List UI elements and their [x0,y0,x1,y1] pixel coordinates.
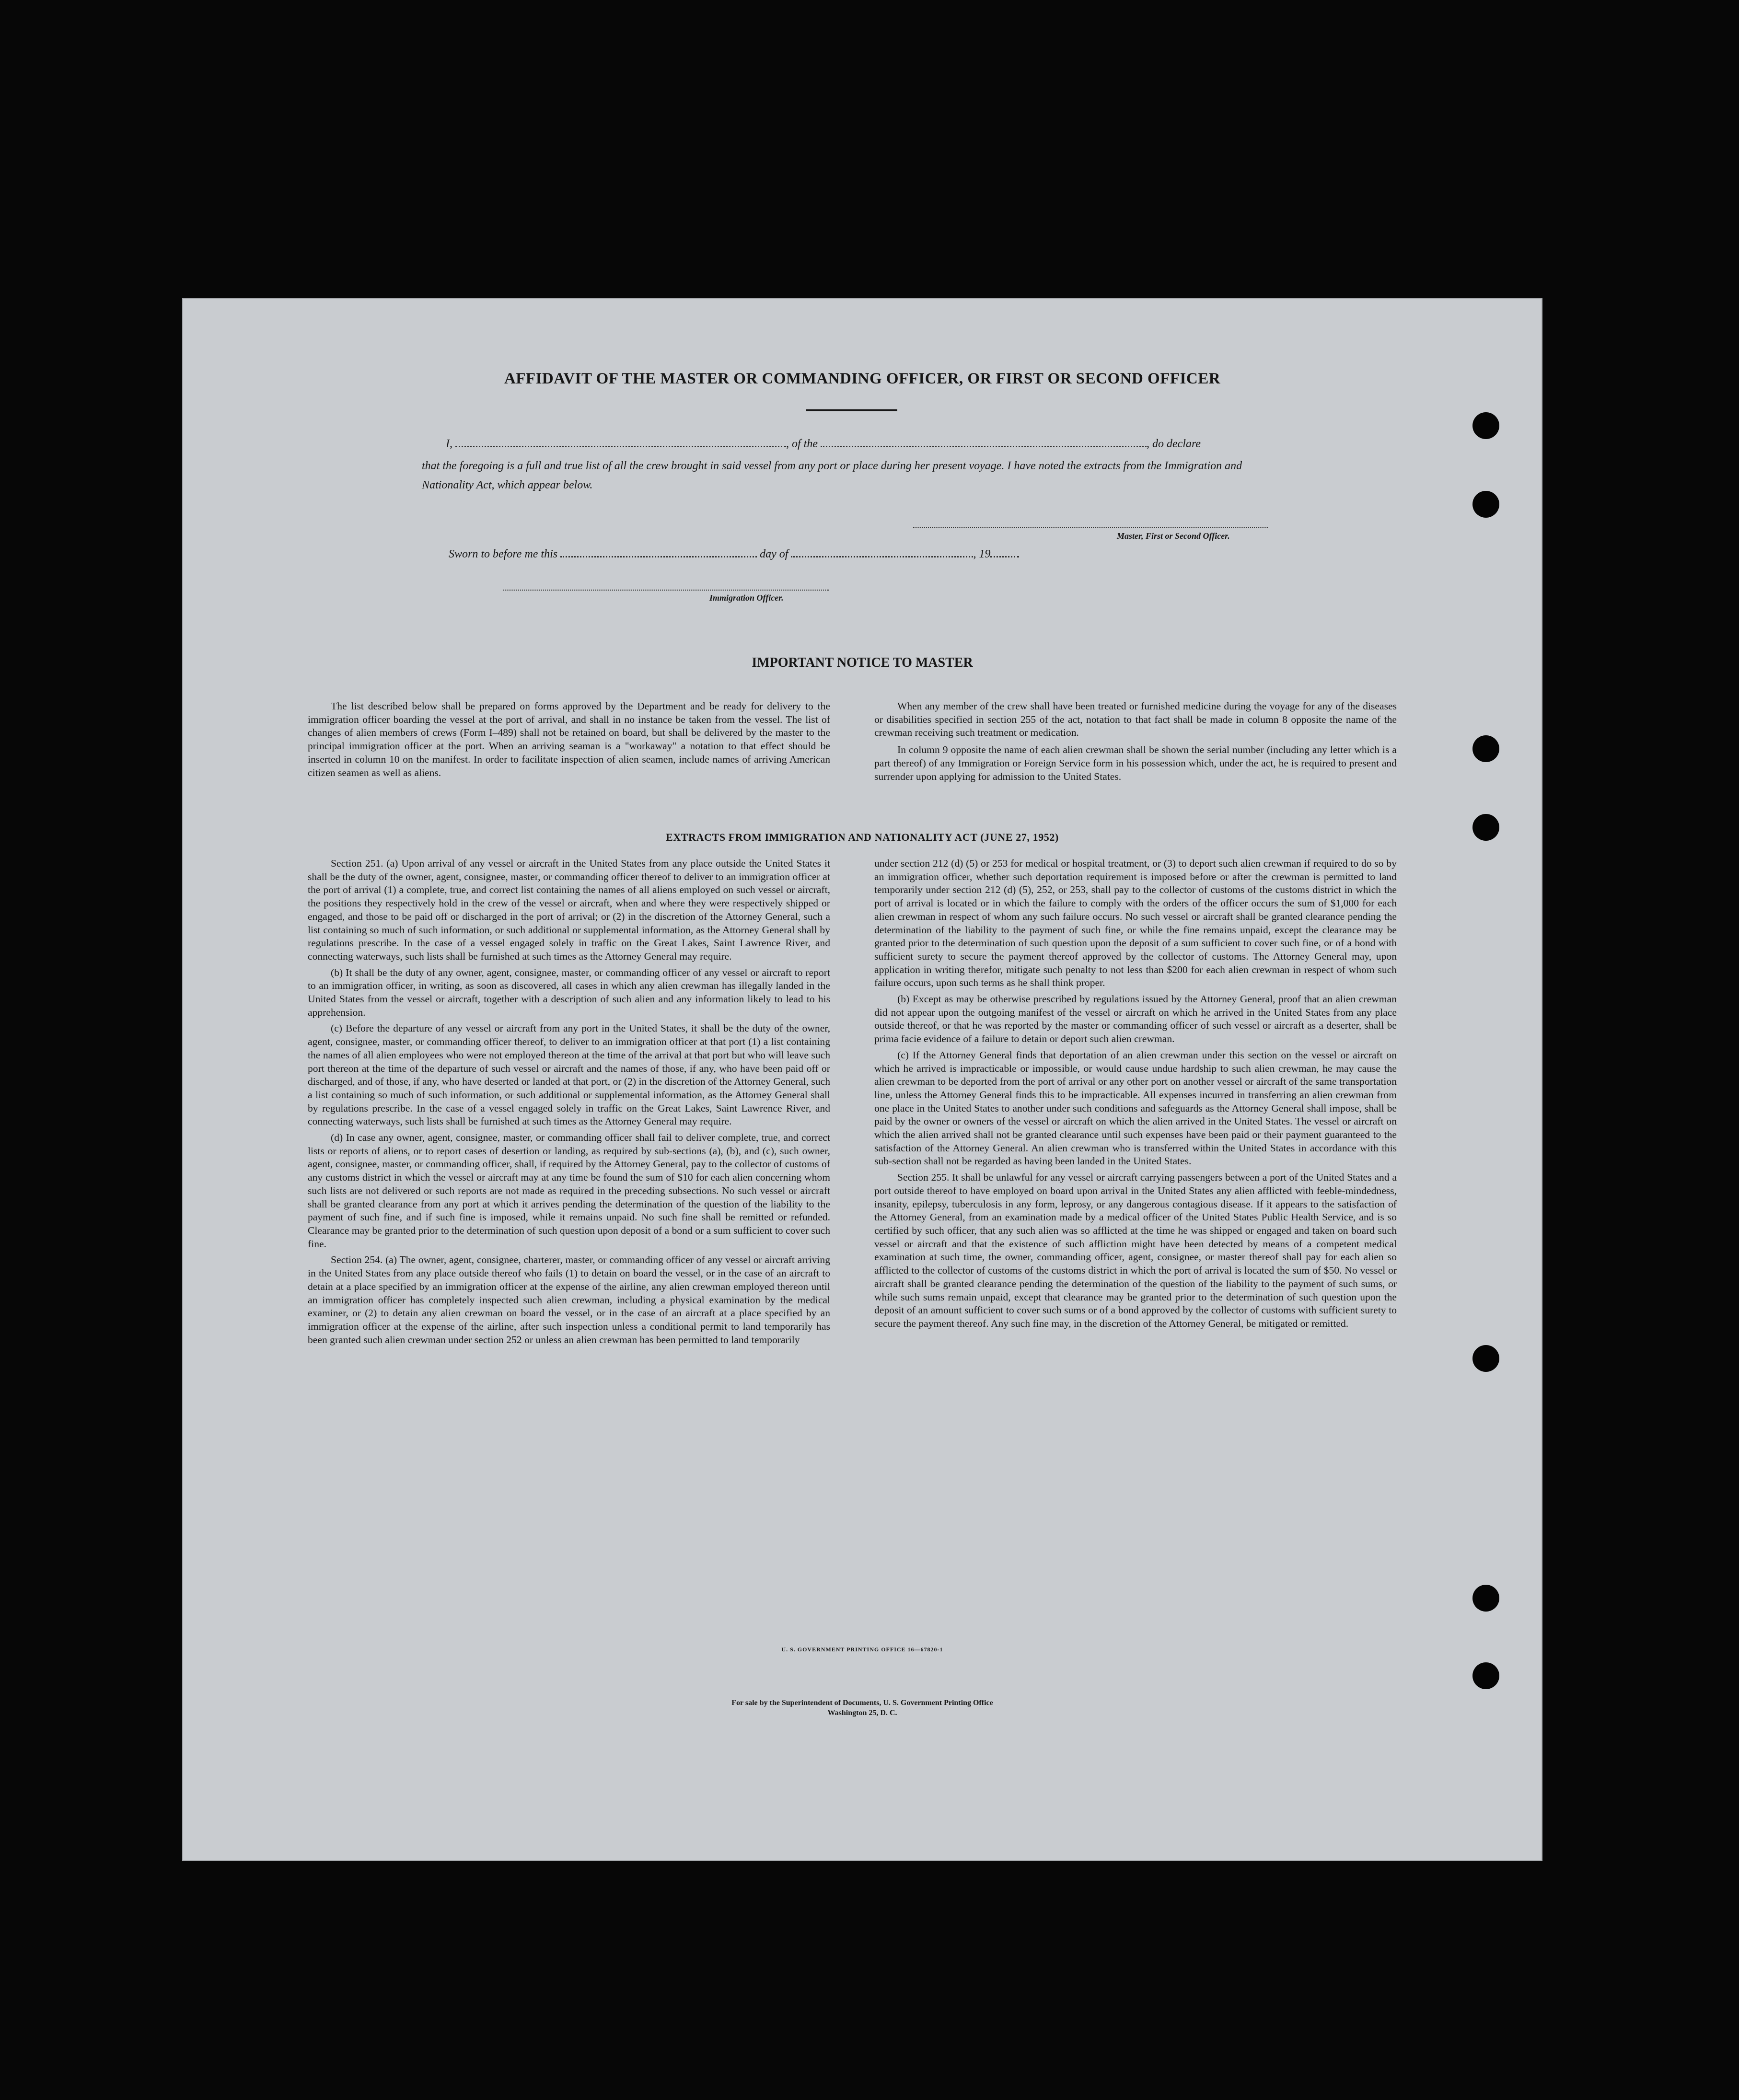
officer-signature-label: Immigration Officer. [709,593,784,603]
form-page [182,298,1542,1861]
section-paragraph: (c) If the Attorney General finds that deportation of an alien crewman under this section on the vessel or aircraft on which he arrived is impracticable or impossible, or would cause undue hardship to such alien crewman, he may cause the alien crewman to be deported from the port of arrival or any other port on another vessel or aircraft of the same transportation line, unless the Attorney General finds this to be impracticable. All expenses incurred in transferring an alien crewman from one place in the United States to another under such conditions and safeguards as the Attorney General shall impose, shall be paid by the owner or owners of the vessel or aircraft on which the alien arrived in the United States. The vessel or aircraft on which the alien arrived shall not be granted clearance until such expenses have been paid or their payment guaranteed to the satisfaction of the Attorney General. An alien crewman who is transferred within the United States in accordance with this sub-section shall not be regarded as having been landed in the United States. [874,1049,1397,1167]
sale-line-2: Washington 25, D. C. [827,1709,897,1717]
notice-paragraph: The list described below shall be prepared on forms approved by the Department and be ready for delivery to the immigration officer boarding the vessel at the port of arrival, and shall in no instance be taken from the vessel. The list of changes of alien members of crews (Form I–489) shall not be retained on board, but shall be delivered by the master to the principal immigration officer at the port. When an arriving seaman is a "workaway" a notation to that effect should be inserted in column 10 on the manifest. In order to facilitate inspection of alien seamen, include names of arriving American citizen seamen as well as aliens. [308,700,830,778]
year-prefix-label: , 19 [973,548,991,560]
officer-signature-line[interactable] [503,590,829,591]
punch-hole [1472,491,1499,518]
vessel-name-field[interactable] [821,437,1147,447]
notice-right-column [874,700,1397,784]
sale-line-1: For sale by the Superintendent of Documents, U. S. Government Printing Office [731,1699,993,1707]
declaration-text: that the foregoing is a full and true list of all the crew brought in said vessel from any port or place during her present voyage. I have noted the extracts from the Immigration and Nationality Act, which appear below. [422,460,1242,491]
master-name-field[interactable] [455,437,786,447]
section-paragraph: Section 251. (a) Upon arrival of any vessel or aircraft in the United States from any place outside the United States it shall be the duty of the owner, agent, consignee, master, or commanding officer thereof to deliver to an immigration officer at the port of arrival (1) a complete, true, and correct list containing the names of all aliens employed on such vessel or aircraft, the positions they respectively hold in the crew of the vessel or aircraft, when and where they were respectively shipped or engaged, and those to be paid off or discharged in the port of arrival; or (2) in the discretion of the Attorney General, such a list containing so much of such information, or such additional or supplemental information, as the Attorney General shall by regulations prescribe. In the case of a vessel engaged solely in traffic on the Great Lakes, Saint Lawrence River, and connecting waterways, such lists shall be furnished at such times as the Attorney General may require. [308,858,830,962]
sale-notice [182,1698,1542,1718]
title-rule [806,409,897,411]
affidavit-title: AFFIDAVIT OF THE MASTER OR COMMANDING OFFICER, OR FIRST OR SECOND OFFICER [504,370,1221,387]
section-paragraph: Section 255. It shall be unlawful for any vessel or aircraft carrying passengers between a port of the United States and a port outside thereof to have employed on board upon arrival in the United States any alien afflicted with feeble-mindedness, insanity, epilepsy, tuberculosis in any form, leprosy, or any dangerous contagious disease. If it appears to the satisfaction of the Attorney General, from an examination made by a medical officer of the United States Public Health Service, and is so certified by such officer, that any such alien was so afflicted at the time he was shipped or engaged and taken on board such vessel or aircraft and that the existence of such affliction might have been detected by means of a competent medical examination at such time, the owner, commanding officer, agent, consignee, or master thereof shall pay for each alien so afflicted to the collector of customs of the customs district in which the port of arrival is located the sum of $50. No vessel or aircraft shall be granted clearance pending the determination of the question of the liability to the payment of such sums, or while such sums remain unpaid, except that clearance may be granted prior to the determination of such question upon the deposit of an amount sufficient to cover such sums or of a bond approved by the collector of customs with sufficient surety to secure the payment thereof. Any such fine may, in the discretion of the Attorney General, be mitigated or remitted. [874,1172,1397,1329]
section-paragraph: under section 212 (d) (5) or 253 for medical or hospital treatment, or (3) to deport such alien crewman if required to do so by an immigration officer, whether such deportation requirement is imposed before or after the crewman is permitted to land temporarily under section 212 (d) (5), 252, or 253, shall pay to the collector of customs of the customs district in which the port of arrival is located or in which the failure to comply with the orders of the officer occurs the sum of $1,000 for each alien crewman in respect of whom any such failure occurs. No such vessel or aircraft shall be granted clearance pending the determination of the liability to the payment of such fine, or while the fine remains unpaid, except the clearance may be granted prior to the determination of such question upon the deposit of a sum sufficient to cover such fine, or of a bond with sufficient surety to secure the payment thereof approved by the collector of customs. The Attorney General may, upon application in writing therefor, mitigate such penalty to not less than $200 for each alien crewman in respect of whom such failure occurs, upon such terms as he shall think proper. [874,858,1397,989]
sworn-label: Sworn to before me this [449,548,558,560]
punch-hole [1472,412,1499,439]
punch-hole [1472,735,1499,762]
section-paragraph: (b) It shall be the duty of any owner, agent, consignee, master, or commanding officer of any vessel or aircraft to report to an immigration officer, in writing, as soon as discovered, all cases in which any alien crewman has illegally landed in the United States from the vessel or aircraft, together with a description of such alien and any information likely to lead to his apprehension. [308,966,830,1018]
i-label: I, [446,438,452,450]
notice-paragraph: When any member of the crew shall have been treated or furnished medicine during the voyage for any of the diseases or disabilities specified in section 255 of the act, notation to that fact shall be made in column 8 opposite the name of the crewman receiving such treatment or medication. [874,700,1397,739]
day-of-label: day of [760,548,788,560]
notice-left-column [308,700,830,780]
extracts-left-column [308,857,830,1347]
notice-paragraph: In column 9 opposite the name of each alien crewman shall be shown the serial number (including any letter which is a part thereof) of any Immigration or Foreign Service form in his possession which, under the act, he is required to present and surrender upon applying for admission to the United States. [874,744,1397,782]
punch-hole [1472,1662,1499,1689]
declaration-line [446,437,1201,451]
printing-office-imprint: U. S. GOVERNMENT PRINTING OFFICE 16—67820-1 [781,1646,943,1653]
master-signature-label: Master, First or Second Officer. [1117,531,1230,541]
master-signature-line[interactable] [913,527,1268,528]
section-paragraph: (b) Except as may be otherwise prescribed by regulations issued by the Attorney General, proof that an alien crewman did not appear upon the outgoing manifest of the vessel or aircraft on which he arrived in the United States from any place outside thereof, or that he was reported by the master or commanding officer of such vessel or aircraft as a deserter, shall be prima facie evidence of a failure to detain or deport such alien crewman. [874,993,1397,1045]
section-paragraph: (c) Before the departure of any vessel or aircraft from any port in the United States, it shall be the duty of the owner, agent, consignee, master, or commanding officer thereof, to deliver to an immigration officer at that port (1) a list containing the names of all alien employees who were not employed thereon at the time of the arrival at that port but who will leave such port thereon at the time of the departure of such vessel or aircraft and the names of those, if any, who have been paid off or discharged, and of those, if any, who have deserted or landed at that port, or (2) in the discretion of the Attorney General, such a list containing so much of such information, or such additional or supplemental information, as the Attorney General shall by regulations prescribe. In the case of a vessel engaged solely in traffic on the Great Lakes, Saint Lawrence River, and connecting waterways, such lists shall be furnished at such times as the Attorney General may require. [308,1022,830,1127]
extracts-title: EXTRACTS FROM IMMIGRATION AND NATIONALITY ACT (JUNE 27, 1952) [666,831,1059,843]
sworn-day-field[interactable] [560,547,757,557]
sworn-month-field[interactable] [791,547,973,557]
section-paragraph: Section 254. (a) The owner, agent, consignee, charterer, master, or commanding officer of any vessel or aircraft arriving in the United States from any place outside thereof who fails (1) to detain on board the vessel, or in the case of an aircraft to detain at a place specified by an immigration officer at the expense of the airline, any alien crewman employed thereon until an immigration officer has completely inspected such alien crewman, including a physical examination by the medical examiner, or (2) to detain any alien crewman on board the vessel, or in the case of an aircraft at a place specified by an immigration officer at the expense of the airline, after such inspection unless a conditional permit to land temporarily has been granted such alien crewman under section 252 or unless an alien crewman has been permitted to land temporarily [308,1254,830,1346]
of-the-label: , of the [786,438,818,450]
do-declare-label: , do declare [1147,438,1201,450]
punch-hole [1472,1585,1499,1612]
section-paragraph: (d) In case any owner, agent, consignee, master, or commanding officer shall fail to deliver complete, true, and correct lists or reports of aliens, or to report cases of desertion or landing, as required by sub-sections (a), (b), and (c), such owner, agent, consignee, master, or commanding officer, shall, if required by the Attorney General, pay to the collector of customs of any customs district in which the vessel or aircraft may at any time be found the sum of $10 for each alien concerning whom such lists are not delivered or such reports are not made as required in the preceding subsections. No such vessel or aircraft shall be granted clearance from any port at which it arrives pending the determination of the question of the liability to the payment of such fine, and if such fine is imposed, while it remains unpaid. No such fine shall be remitted or refunded. Clearance may be granted prior to the determination of such question upon deposit of a bond or a sum sufficient to cover such fine. [308,1132,830,1250]
notice-title: IMPORTANT NOTICE TO MASTER [752,655,973,670]
sworn-line [449,547,1019,561]
sworn-year-field[interactable] [990,547,1019,557]
punch-hole [1472,1345,1499,1372]
extracts-right-column [874,857,1397,1331]
